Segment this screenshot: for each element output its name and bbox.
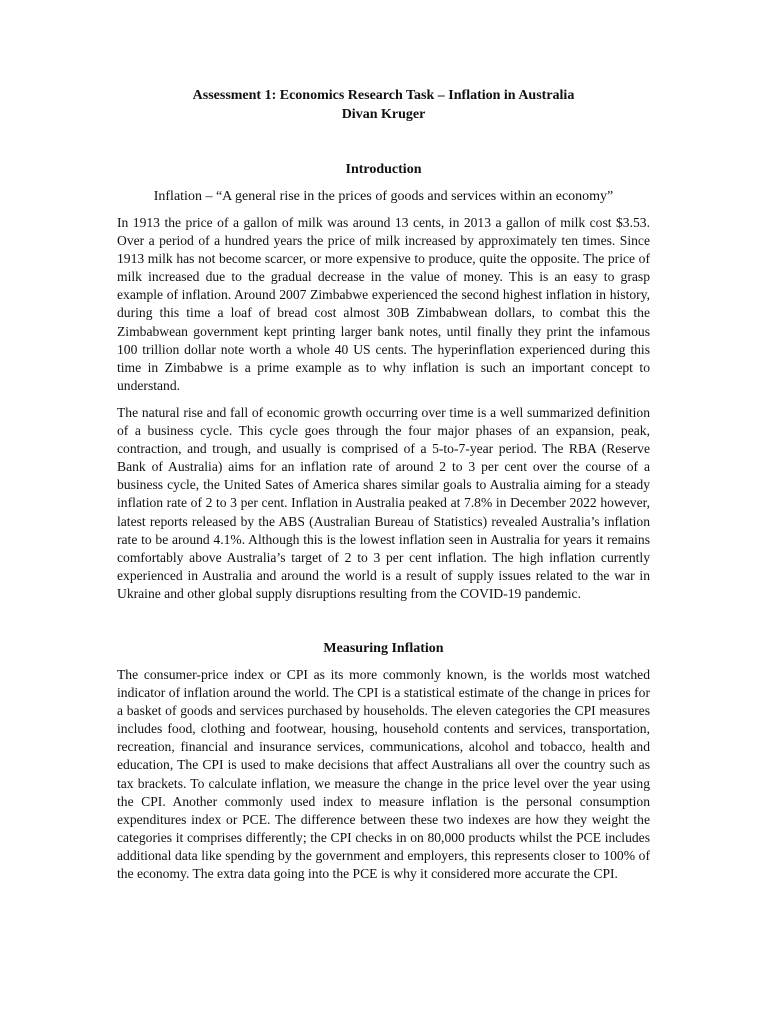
document-title: Assessment 1: Economics Research Task – Inflation in Australia [192, 88, 575, 103]
document-page [117, 86, 650, 883]
intro-paragraph-2: The natural rise and fall of economic growth occurring over time is a well summarized definition of a business cycle. This cycle goes through the four major phases of an expansion, peak, contraction, and trough, and usually is comprised of a 5-to-7-year period. The RBA (Reserve Bank of Australia) aims for an inflation rate of around 2 to 3 per cent over the course of a business cycle, the United Sates of America shares similar goals to Australia aiming for a steady inflation rate of 2 to 3 per cent. Inflation in Australia peaked at 7.8% in December 2022 however, latest reports released by the ABS (Australian Bureau of Statistics) revealed Australia’s inflation rate to be around 4.1%. Although this is the lowest inflation seen in Australia for years it remains comfortably above Australia’s target of 2 to 3 per cent inflation. The high inflation currently experienced in Australia and around the world is a result of supply issues related to the war in Ukraine and other global supply disruptions resulting from the COVID-19 pandemic. [117, 404, 650, 601]
measuring-paragraph-1: The consumer-price index or CPI as its more commonly known, is the worlds most watched indicator of inflation around the world. The CPI is a statistical estimate of the change in prices for a basket of goods and services purchased by households. The eleven categories the CPI measures includes food, clothing and footwear, housing, household contents and services, transportation, recreation, financial and insurance services, communications, alcohol and tobacco, health and education, The CPI is used to make decisions that affect Australians all over the country such as tax brackets. To calculate inflation, we measure the change in the price level over the year using the CPI. Another commonly used index to measure inflation is the personal consumption expenditures index or PCE. The difference between these two indexes are how they weight the categories it comprises differently; the CPI checks in on 80,000 products whilst the PCE includes additional data like spending by the government and employers, this represents closer to 100% of the economy. The extra data going into the PCE is why it considered more accurate the CPI. [117, 666, 650, 881]
introduction-heading: Introduction [345, 162, 422, 177]
measuring-inflation-heading: Measuring Inflation [323, 640, 444, 656]
inflation-definition: Inflation – “A general rise in the prices of goods and services within an economy” [153, 189, 614, 204]
document-author: Divan Kruger [341, 107, 426, 122]
intro-paragraph-1: In 1913 the price of a gallon of milk was around 13 cents, in 2013 a gallon of milk cost $3.53. Over a period of a hundred years the price of milk increased by approximately ten times. Since 1913 milk has not become scarcer, or more expensive to produce, quite the opposite. The price of milk increased due to the gradual decrease in the value of money. This is an easy to grasp example of inflation. Around 2007 Zimbabwe experienced the second highest inflation in history, during this time a loaf of bread cost almost 30B Zimbabwean dollars, to combat this the Zimbabwean government kept printing larger bank notes, until finally they print the infamous 100 trillion dollar note worth a whole 40 US cents. The hyperinflation experienced during this time in Zimbabwe is a prime example as to why inflation is such an important concept to understand. [117, 215, 650, 393]
